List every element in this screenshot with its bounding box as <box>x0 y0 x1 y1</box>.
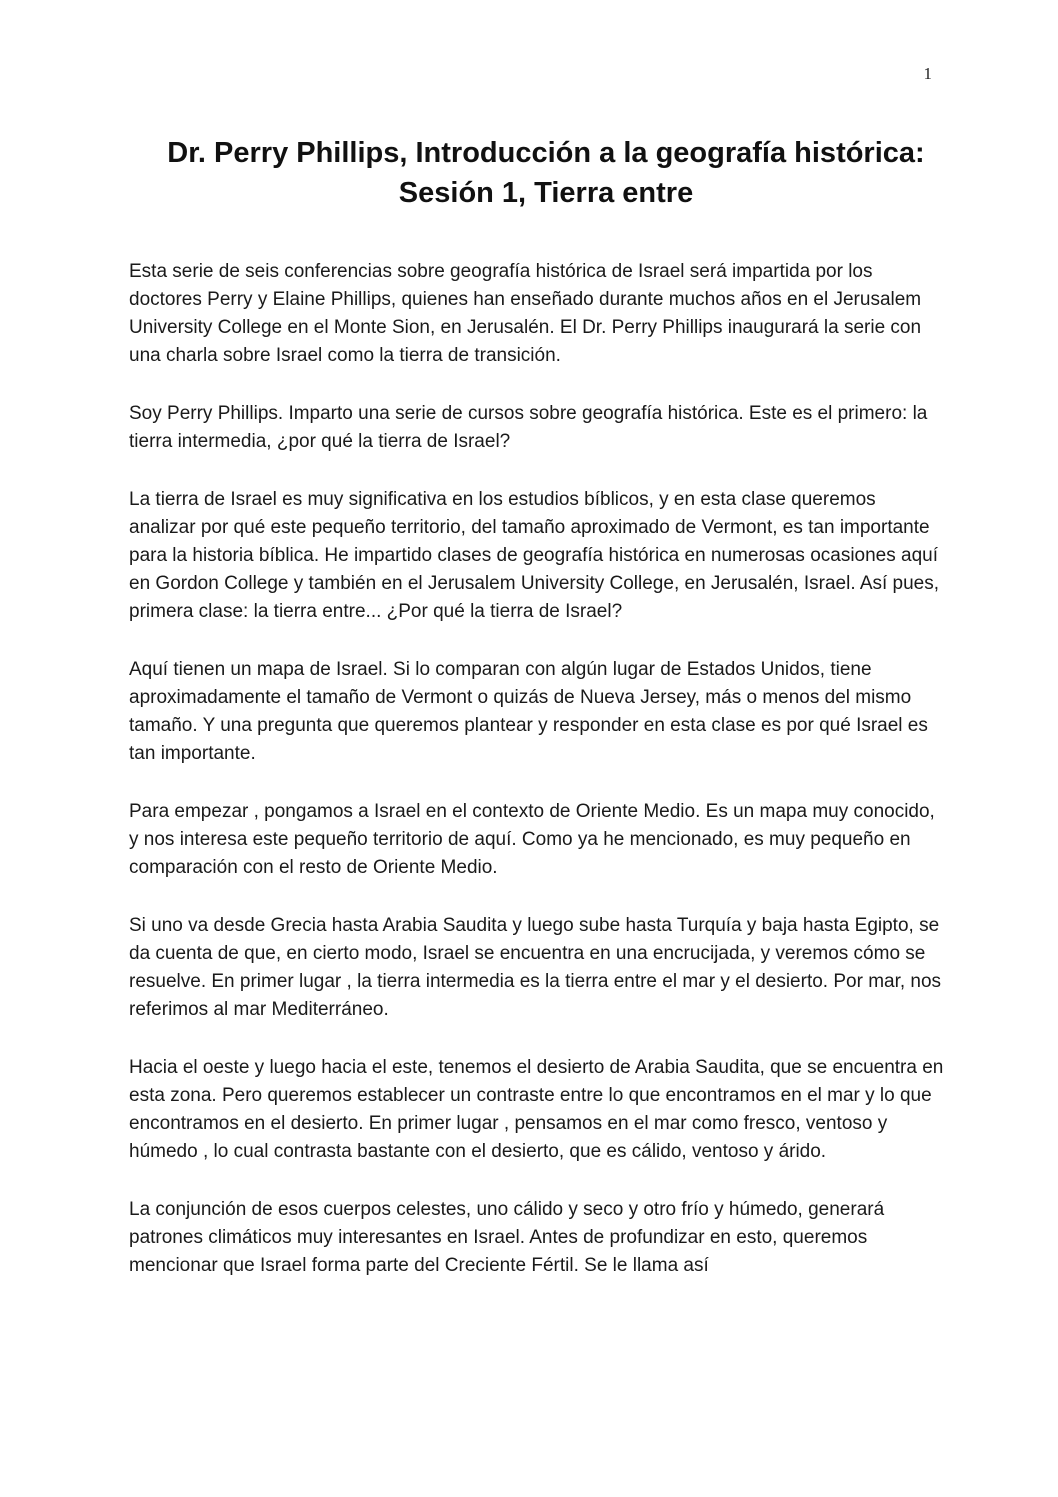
paragraph: La conjunción de esos cuerpos celestes, uno cálido y seco y otro frío y húmedo, generará patrones climáticos muy interesantes en Israel. Antes de profundizar en esto, queremos mencionar que Israel forma parte del Creciente Fértil. Se le llama así <box>129 1199 885 1276</box>
document-body <box>129 258 944 1280</box>
title-line-1: Dr. Perry Phillips, Introducción a la geografía histórica: <box>167 137 925 169</box>
document-title <box>80 133 1012 213</box>
paragraph: Aquí tienen un mapa de Israel. Si lo comparan con algún lugar de Estados Unidos, tiene aproximadamente el tamaño de Vermont o quizás de Nueva Jersey, más o menos del mismo tamaño. Y una pregunta que queremos plantear y responder en esta clase es por qué Israel es tan importante. <box>129 659 928 764</box>
paragraph: Esta serie de seis conferencias sobre geografía histórica de Israel será impartida por los doctores Perry y Elaine Phillips, quienes han enseñado durante muchos años en el Jerusalem University College en el Monte Sion, en Jerusalén. El Dr. Perry Phillips inaugurará la serie con una charla sobre Israel como la tierra de transición. <box>129 261 922 366</box>
paragraph: La tierra de Israel es muy significativa en los estudios bíblicos, y en esta clase queremos analizar por qué este pequeño territorio, del tamaño aproximado de Vermont, es tan importante para la historia bíblica. He impartido clases de geografía histórica en numerosas ocasiones aquí en Gordon College y también en el Jerusalem University College, en Jerusalén, Israel. Así pues, primera clase: la tierra entre... ¿Por qué la tierra de Israel? <box>129 489 940 622</box>
title-line-2: Sesión 1, Tierra entre <box>398 177 694 209</box>
paragraph: Soy Perry Phillips. Imparto una serie de cursos sobre geografía histórica. Este es el primero: la tierra intermedia, ¿por qué la tierra de Israel? <box>129 403 928 452</box>
paragraph: Hacia el oeste y luego hacia el este, tenemos el desierto de Arabia Saudita, que se encuentra en esta zona. Pero queremos establecer un contraste entre lo que encontramos en el mar y lo que encontramos en el desierto. En primer lugar , pensamos en el mar como fresco, ventoso y húmedo , lo cual contrasta bastante con el desierto, que es cálido, ventoso y árido. <box>129 1057 944 1162</box>
paragraph: Si uno va desde Grecia hasta Arabia Saudita y luego sube hasta Turquía y baja hasta Egipto, se da cuenta de que, en cierto modo, Israel se encuentra en una encrucijada, y veremos cómo se resuelve. En primer lugar , la tierra intermedia es la tierra entre el mar y el desierto. Por mar, nos referimos al mar Mediterráneo. <box>129 915 942 1020</box>
paragraph: Para empezar , pongamos a Israel en el contexto de Oriente Medio. Es un mapa muy conocido, y nos interesa este pequeño territorio de aquí. Como ya he mencionado, es muy pequeño en comparación con el resto de Oriente Medio. <box>129 801 935 878</box>
page-number: 1 <box>923 64 932 83</box>
